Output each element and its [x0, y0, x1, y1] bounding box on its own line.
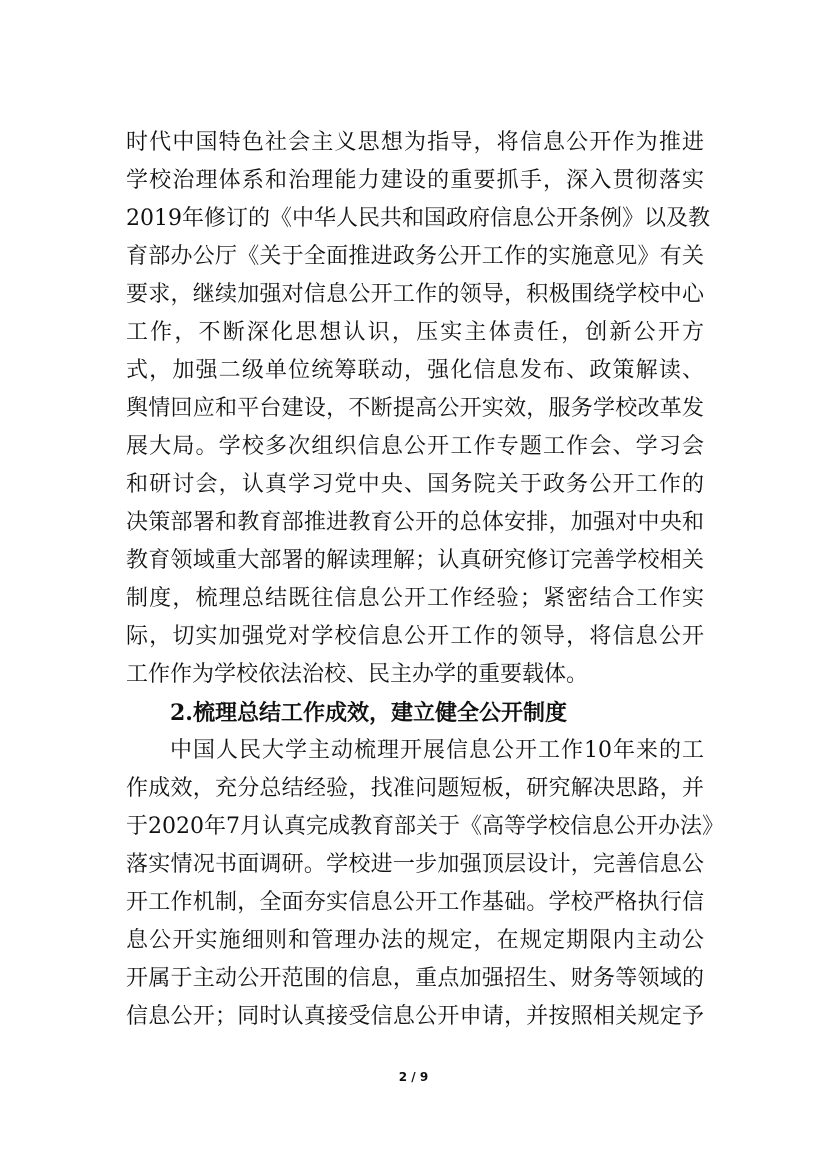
- section2-line: 信息公开；同时认真接受信息公开申请，并按照相关规定予: [126, 1004, 704, 1029]
- paragraph1-line: 教育领域重大部署的解读理解；认真研究修订完善学校相关: [126, 548, 704, 573]
- section2-line: 落实情况书面调研。学校进一步加强顶层设计，完善信息公: [126, 852, 704, 877]
- page-number: 2 / 9: [398, 1070, 429, 1084]
- paragraph1-line: 工作作为学校依法治校、民主办学的重要载体。: [126, 662, 589, 687]
- paragraph1-line: 学校治理体系和治理能力建设的重要抓手，深入贯彻落实: [126, 168, 704, 193]
- paragraph1-line: 时代中国特色社会主义思想为指导，将信息公开作为推进: [126, 130, 704, 155]
- paragraph1-line: 工作，不断深化思想认识，压实主体责任，创新公开方: [126, 320, 704, 345]
- paragraph1-line: 式，加强二级单位统筹联动，强化信息发布、政策解读、: [126, 358, 704, 383]
- section-heading: 2.梳理总结工作成效，建立健全公开制度: [170, 700, 567, 726]
- section2-line: 于2020年7月认真完成教育部关于《高等学校信息公开办法》: [126, 814, 724, 839]
- paragraph1-line: 育部办公厅《关于全面推进政务公开工作的实施意见》有关: [126, 244, 704, 269]
- paragraph1-line: 际，切实加强党对学校信息公开工作的领导，将信息公开: [126, 624, 704, 649]
- paragraph1-line: 决策部署和教育部推进教育公开的总体安排，加强对中央和: [126, 510, 704, 535]
- paragraph1-line: 展大局。学校多次组织信息公开工作专题工作会、学习会: [126, 434, 704, 459]
- section2-line: 息公开实施细则和管理办法的规定，在规定期限内主动公: [126, 928, 704, 953]
- paragraph1-line: 2019年修订的《中华人民共和国政府信息公开条例》以及教: [126, 206, 710, 231]
- section2-line: 开工作机制，全面夯实信息公开工作基础。学校严格执行信: [126, 890, 704, 915]
- paragraph1-line: 和研讨会，认真学习党中央、国务院关于政务公开工作的: [126, 472, 704, 497]
- paragraph1-line: 制度，梳理总结既往信息公开工作经验；紧密结合工作实: [126, 586, 704, 611]
- section2-line: 开属于主动公开范围的信息，重点加强招生、财务等领域的: [126, 966, 704, 991]
- paragraph1-line: 舆情回应和平台建设，不断提高公开实效，服务学校改革发: [126, 396, 704, 421]
- section2-line: 作成效，充分总结经验，找准问题短板，研究解决思路，并: [126, 776, 704, 801]
- section2-line: 中国人民大学主动梳理开展信息公开工作10年来的工: [170, 738, 704, 763]
- paragraph1-line: 要求，继续加强对信息公开工作的领导，积极围绕学校中心: [126, 282, 704, 307]
